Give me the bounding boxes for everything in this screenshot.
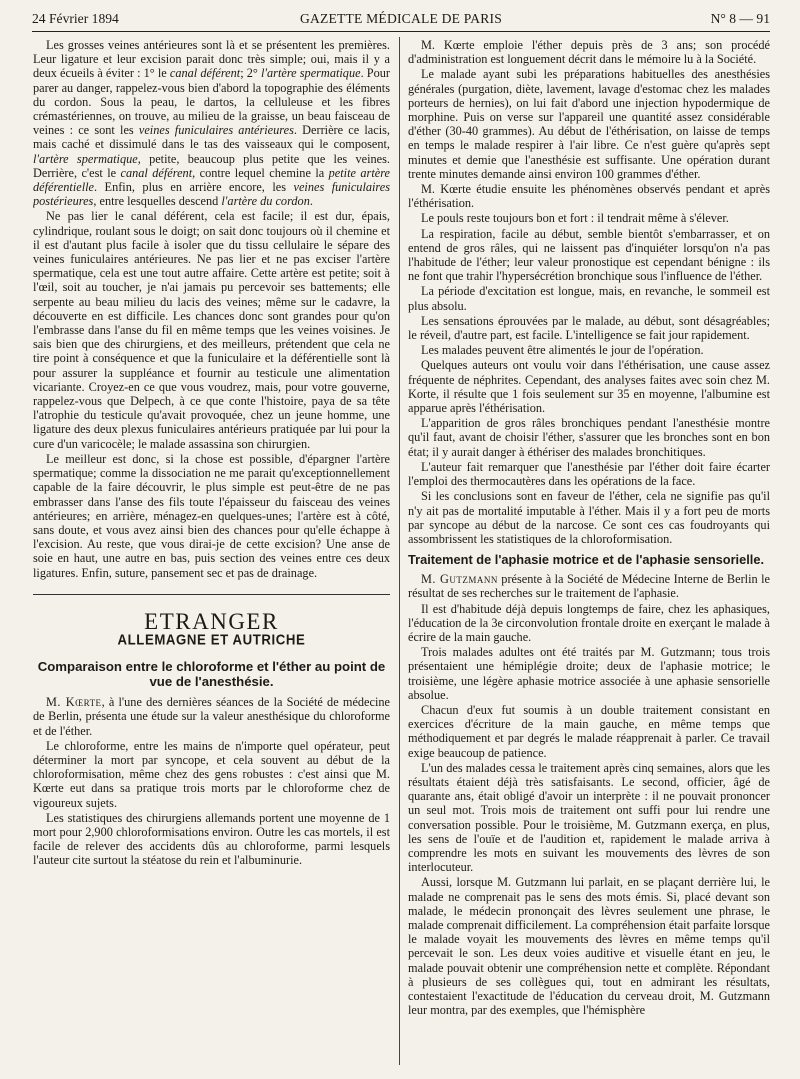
paragraph: Le malade ayant subi les préparations habituelles des anesthésies générales (purgation, diète, lavement, lavage d'estomac chez les malades porteurs de hernies), on lui fait d'abord une injection hypodermique de morphine. Puis on verse sur l'appareil une quantité assez considérable d'éther (30-40 grammes). Au début de l'éthérisation, on laisse de temps en temps le malade respirer à l'air libre. Ce n'est guère qu'après sept minutes et demie que l'anesthésie est suffisante. Une opération durant trente minutes demande ainsi environ 100 grammes d'éther. [408, 67, 770, 181]
paragraph: Trois malades adultes ont été traités par M. Gutzmann; tous trois présentaient une hémiplégie droite; deux de l'aphasie motrice; le troisième, une légère aphasie motrice associée à une aphasie sensorielle absolue. [408, 645, 770, 702]
article-heading: Traitement de l'aphasie motrice et de l'aphasie sensorielle. [408, 552, 765, 568]
right-article-2-body [408, 572, 770, 1017]
paragraph: La période d'excitation est longue, mais, en revanche, le sommeil est plus absolu. [408, 284, 770, 313]
paragraph: Aussi, lorsque M. Gutzmann lui parlait, en se plaçant derrière lui, le malade ne comprenait pas le sens des mots émis. Si, placé devant son malade, le médecin prononçait des lèvres seulement une phrase, le malade comprenait difficilement. La compréhension était parfaite lorsque le malade voyait les mouvements des lèvres en même temps qu'il percevait le son. Les deux voies auditive et visuelle étant en jeu, le malade pouvait obtenir une compréhension nette et complète. Répondant à plusieurs de ses collègues qui, tout en admirant les résultats, contestaient l'exactitude de l'éducation du cerveau droit, M. Gutzmann leur montra, par des exemples, que l'hémisphère [408, 875, 770, 1018]
section-separator [33, 594, 390, 595]
journal-title: GAZETTE MÉDICALE DE PARIS [300, 11, 502, 26]
paragraph: Ne pas lier le canal déférent, cela est facile; il est dur, épais, cylindrique, roulant sous le doigt; on sait donc toujours où il chemine et il est d'autant plus facile à isoler que du tissu cellulaire le sépare des veines funiculaires antérieures. Ne pas lier et ne pas exciser l'artère spermatique, cela est une tout autre affaire. Cette artère est petite; soit à l'œil, soit au toucher, je n'ai jamais pu percevoir ses battements; elle serpente au beau milieu du lacis des veines; même sur le cadavre, la découverte en est difficile. Les chances donc sont grandes pour qu'on l'embrasse dans l'anse du fil en même temps que les veines voisines. Je sais bien que des chirurgiens, et des meilleurs, prétendent que cela ne tire point à conséquence et que la funiculaire et la déférentielle sont là pour assurer la suppléance et fournir au testicule une alimentation vicariante. Croyez-en ce que vous voudrez, mais, pour votre gouverne, rappelez-vous que Delpech, à ce que conte l'histoire, paya de sa tête l'atrophie du testicule qu'avait provoquée, chez un jeune homme, une ligature des deux plexus funiculaires antérieurs pratiquée par lui pour la cure d'un varicocèle; le malade assassina son chirurgien. [33, 209, 390, 451]
paragraph: L'un des malades cessa le traitement après cinq semaines, alors que les résultats étaient déjà très satisfaisants. Le second, officier, âgé de quarante ans, était obligé d'avoir un interprète : il ne pouvait prononcer un seul mot. Trois mois de traitement ont suffi pour lui rendre une conversation possible. Pour le troisième, M. Gutzmann exerça, en plus, les sens de l'ouïe et de l'audition et, rapidement le malade arriva à comprendre les mots en suivant les mouvements des lèvres de son interlocuteur. [408, 760, 770, 875]
left-article-body [33, 38, 390, 580]
right-article-body [408, 38, 770, 546]
paragraph: La respiration, facile au début, semble bientôt s'embarrasser, et on entend de gros râles, qui ne laissent pas d'inquiéter lorsqu'on n'a pas l'habitude de l'éther; leur valeur pronostique est cependant bénigne : ils ne font que trahir l'hypersécrétion bronchique sous l'influence de l'éther. [408, 226, 770, 284]
left-column [33, 38, 390, 1069]
paragraph: Le chloroforme, entre les mains de n'importe quel opérateur, peut déterminer la mort par syncope, et cela souvent au début de la chloroformisation, même chez des gens robustes : c'est ainsi que M. Kœrte eut dans sa pratique trois morts par le chloroforme chez de vigoureux sujets. [33, 738, 390, 810]
paragraph: Le pouls reste toujours bon et fort : il tendrait même à s'élever. [421, 211, 729, 226]
paragraph: M. Kœrte emploie l'éther depuis près de 3 ans; son procédé d'administration est longuement décrit dans le mémoire lu à la Société. [408, 38, 770, 67]
paragraph: Les grosses veines antérieures sont là et se présentent les premières. Leur ligature et leur excision parait donc très simple; oui, mais il y a deux écueils à éviter : 1° le canal déférent; 2° l'artère spermatique. Pour parer au danger, rappelez-vous bien d'abord la topographie des éléments du cordon. Sous la peau, le dartos, la celluleuse et les fibres crémastériennes, on trouve, au milieu de la graisse, un beau faisceau de veines : ce sont les veines funiculaires antérieures. Derrière ce lacis, mais caché et dissimulé dans le tas des vaisseaux qui le composent, l'artère spermatique, petite, beaucoup plus petite que les veines. Derrière, c'est le canal déférent, contre lequel chemine la petite artère déférentielle. Enfin, plus en arrière encore, les veines funiculaires postérieures, entre lesquelles descend l'artère du cordon. [33, 38, 390, 209]
paragraph: Chacun d'eux fut soumis à un double traitement consistant en exercices d'écriture de la main gauche, en même temps que méthodiquement et par degrés le malade réapprenait à parler. Ce travail exige beaucoup de patience. [408, 702, 770, 760]
paragraph: Les sensations éprouvées par le malade, au début, sont désagréables; le réveil, d'autre part, est facile. L'intelligence se fait jour rapidement. [408, 313, 770, 343]
running-header [32, 7, 770, 32]
paragraph: Quelques auteurs ont voulu voir dans l'éthérisation, une cause assez fréquente de néphrites. Cependant, des analyses faites avec soin chez M. Korte, il résulte que 1 fois seulement sur 35 en moyenne, l'albumine est apparue après l'éthérisation. [408, 358, 770, 416]
article-heading: Comparaison entre le chloroforme et l'éther au point de vue de l'anesthésie. [37, 659, 386, 690]
paragraph: M. Gutzmann présente à la Société de Médecine Interne de Berlin le résultat de ses recherches sur le traitement de l'aphasie. [408, 572, 770, 601]
paragraph: Les statistiques des chirurgiens allemands portent une moyenne de 1 mort pour 2,900 chloroformisations environ. Outre les cas mortels, il est facile de relever des accidents dûs au chloroforme, parmi lesquels l'auteur cite surtout la stéatose du rein et l'albuminurie. [33, 810, 390, 868]
column-divider [399, 37, 400, 1065]
header-page-number: N° 8 — 91 [710, 11, 770, 26]
section-subtitle: ALLEMAGNE ET AUTRICHE [117, 630, 306, 648]
paragraph: Il est d'habitude déjà depuis longtemps de faire, chez les aphasiques, l'éducation de la 3e circonvolution frontale droite en exerçant le malade à écrire de la main gauche. [408, 601, 770, 644]
section-title: ETRANGER [144, 608, 279, 634]
paragraph: M. Kœrte, à l'une des dernières séances de la Société de médecine de Berlin, présenta une étude sur la valeur anesthésique du chloroforme et de l'éther. [33, 695, 390, 738]
paragraph: Si les conclusions sont en faveur de l'éther, cela ne signifie pas qu'il n'y ait pas de mortalité imputable à l'éther. Mais il y a fort peu de morts par syncope au début de la narcose. Ce sont ces cas foudroyants qui assombrissent les statistiques de la chloroformisation. [408, 489, 770, 546]
left-article-2-body [33, 695, 390, 867]
paragraph: L'apparition de gros râles bronchiques pendant l'anesthésie montre qu'il faut, avant de choisir l'éther, s'assurer que les bronches sont en bon état; il y aurait danger à éthériser des malades bronchitiques. [408, 416, 770, 459]
right-column [408, 38, 770, 1069]
header-date: 24 Février 1894 [32, 11, 119, 26]
paragraph: Le meilleur est donc, si la chose est possible, d'épargner l'artère spermatique; comme la dissociation ne me parait qu'exceptionnellement capable de la faire découvrir, le plus simple est peut-être de ne pas embrasser dans l'anse des fils toute l'épaisseur du faisceau des veines antérieures; en arrière, ménagez-en quelques-unes; l'artère est à côté, sans doute, et vous avez ainsi bien des chances pour qu'elle échappe à l'excision. Au reste, que vous dirai-je de cette excision? Une anse de soie en haut, une autre en bas, puis section des veines entre ces deux ligatures. Enfin, suture, pansement sec et pas de drainage. [33, 451, 390, 580]
paragraph: M. Kœrte étudie ensuite les phénomènes observés pendant et après l'éthérisation. [408, 182, 770, 211]
paragraph: Les malades peuvent être alimentés le jour de l'opération. [421, 343, 704, 358]
paragraph: L'auteur fait remarquer que l'anesthésie par l'éther doit faire écarter l'emploi des thermocautères dans les opérations de la face. [408, 459, 770, 489]
